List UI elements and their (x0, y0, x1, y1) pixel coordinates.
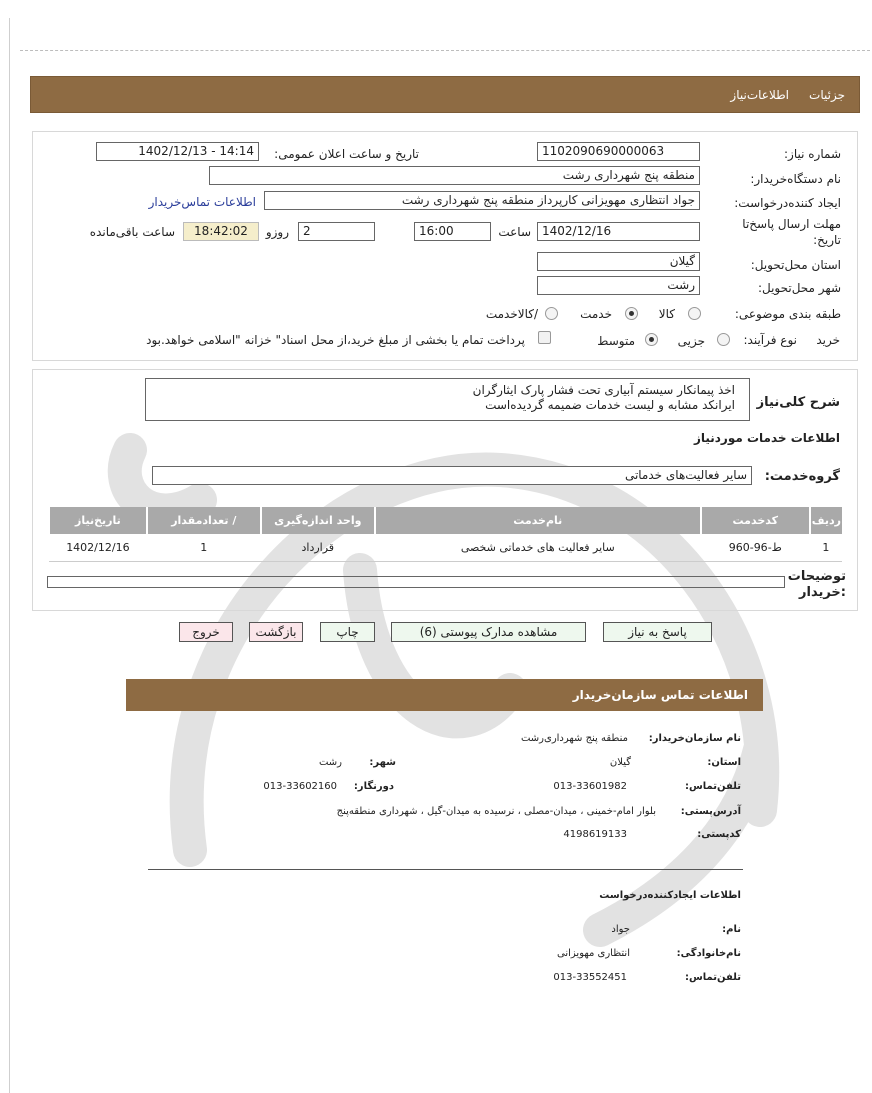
description-label: شرح کلی‌نیاز (756, 395, 840, 410)
creator-phone-value: 013-33552451 (553, 972, 627, 983)
contact-province-label: استان: (707, 757, 741, 768)
days-label: روزو (265, 225, 289, 239)
reply-button[interactable]: پاسخ به نیاز (603, 622, 712, 642)
contact-postal-value: 4198619133 (563, 829, 627, 840)
contact-title: اطلاعات تماس سازمان‌خریدار (572, 688, 748, 702)
contact-city-value: رشت (318, 757, 342, 768)
process-type-label: نوع فرآیند: (743, 333, 797, 347)
process-medium-radio[interactable] (645, 333, 658, 346)
cell-need-date: 1402/12/16 (49, 534, 147, 562)
tab-details[interactable]: جزئیات (809, 88, 845, 102)
exit-button[interactable]: خروج (179, 622, 233, 642)
contact-city-label: شهر: (369, 757, 396, 768)
cell-quantity: 1 (147, 534, 261, 562)
buyer-org-label: نام دستگاه‌خریدار: (750, 172, 841, 186)
category-both-radio[interactable] (545, 307, 558, 320)
creator-family-label: نام‌خانوادگی: (676, 948, 741, 959)
deadline-date-field: 1402/12/16 (537, 222, 700, 241)
buyer-contact-link[interactable]: اطلاعات تماس‌خریدار (148, 195, 256, 209)
cell-service-name: سایر فعالیت های خدماتی شخصی (375, 534, 701, 562)
city-field: رشت (537, 276, 700, 295)
announce-date-label: تاریخ و ساعت اعلان عمومی: (274, 147, 419, 161)
contact-org-label: نام سازمان‌خریدار: (648, 733, 741, 744)
category-goods-radio[interactable] (688, 307, 701, 320)
description-box (145, 378, 750, 421)
creator-field: جواد انتظاری مهویزانی کارپرداز منطقه پنج شهرداری رشت (264, 191, 700, 210)
contact-postal-label: کدپستی: (697, 829, 741, 840)
contact-fax-value: 013-33602160 (263, 781, 337, 792)
page-header-bar (30, 76, 860, 113)
service-group-label: گروه‌خدمت: (764, 469, 840, 484)
buyer-notes-label-2: :خریدار (799, 585, 846, 600)
remaining-days-field: 2 (298, 222, 375, 241)
remaining-time-field: 18:42:02 (183, 222, 259, 241)
contact-org-value: منطقه پنج شهرداری‌رشت (520, 733, 628, 744)
col-unit-header: واحد اندازه‌گیری (261, 507, 375, 534)
table-row (49, 534, 842, 562)
city-label: شهر محل‌تحویل: (757, 281, 841, 295)
cell-service-code: ط-96-960 (701, 534, 810, 562)
contact-address-value: بلوار امام-خمینی ، میدان-مصلی ، نرسیده به میدان-گیل ، شهرداری منطقه‌پنج (336, 806, 656, 817)
print-button[interactable]: چاپ (320, 622, 375, 642)
deadline-time-label: ساعت (498, 225, 531, 239)
buyer-notes-label: توضیحات (787, 569, 846, 584)
description-line-2: ایرانکد مشابه و لیست خدمات ضمیمه گردیده‌است (485, 398, 735, 412)
col-service-code-header: کدخدمت (701, 507, 810, 534)
services-title: اطلاعات خدمات موردنیاز (693, 431, 840, 445)
buyer-org-field: منطقه پنج شهرداری رشت (209, 166, 700, 185)
category-both-label: /کالاخدمت (485, 307, 538, 321)
contact-phone-label: تلفن‌تماس: (684, 781, 741, 792)
contact-address-label: آدرس‌پستی: (680, 806, 741, 817)
service-group-field: سایر فعالیت‌های خدماتی (152, 466, 752, 485)
category-label: طبقه بندی موضوعی: (734, 307, 841, 321)
treasury-payment-checkbox[interactable] (538, 331, 551, 344)
col-need-date-header: تاریخ‌نیاز (49, 507, 147, 534)
description-line-1: اخذ پیمانکار سیستم آبیاری تحت فشار پارک ایثارگران (472, 383, 735, 397)
table-header-row (49, 507, 842, 534)
category-service-radio[interactable] (625, 307, 638, 320)
view-documents-button[interactable]: مشاهده مدارک پیوستی (6) (391, 622, 586, 642)
contact-province-value: گیلان (609, 757, 631, 768)
process-minor-radio[interactable] (717, 333, 730, 346)
buyer-notes-box (47, 576, 785, 588)
process-minor-label: جزیی (677, 334, 705, 348)
services-table (48, 507, 842, 562)
contact-phone-value: 013-33601982 (553, 781, 627, 792)
need-number-field: 1102090690000063 (537, 142, 700, 161)
deadline-time-field: 16:00 (414, 222, 491, 241)
top-dashed-divider (20, 50, 870, 51)
col-service-name-header: نام‌خدمت (375, 507, 701, 534)
col-quantity-header: / تعدادمقدار (147, 507, 261, 534)
back-button[interactable]: بازگشت (249, 622, 303, 642)
deadline-label-date: تاریخ: (813, 233, 841, 247)
creator-phone-label: تلفن‌تماس: (684, 972, 741, 983)
treasury-payment-note: پرداخت تمام یا بخشی از مبلغ خرید،از محل اسناد" خزانه "اسلامی خواهد.بود (146, 333, 525, 347)
creator-family-value: انتظاری مهویزانی (557, 948, 630, 959)
creator-label: ایجاد کننده‌درخواست: (734, 196, 841, 210)
creator-info-title: اطلاعات ایجادکننده‌درخواست (599, 890, 741, 901)
process-buy-label: خرید (816, 333, 840, 347)
col-row-header: ردیف (810, 507, 842, 534)
contact-fax-label: دورنگار: (353, 781, 394, 792)
creator-name-value: جواد (611, 924, 630, 935)
remaining-time-label: ساعت باقی‌مانده (89, 225, 175, 239)
cell-row: 1 (810, 534, 842, 562)
category-service-label: خدمت (580, 307, 612, 321)
contact-header-bar (126, 679, 763, 711)
announce-date-field: 1402/12/13 - 14:14 (96, 142, 259, 161)
left-border-line (9, 18, 10, 1093)
deadline-label: مهلت ارسال پاسخ‌تا (742, 217, 841, 231)
need-number-label: شماره نیاز: (784, 147, 841, 161)
contact-divider (148, 869, 743, 870)
province-label: استان محل‌تحویل: (750, 258, 841, 272)
category-goods-label: کالا (658, 307, 675, 321)
tab-need-info[interactable]: اطلاعات‌نیاز (730, 88, 789, 102)
province-field: گیلان (537, 252, 700, 271)
cell-unit: قرارداد (261, 534, 375, 562)
process-medium-label: متوسط (597, 334, 635, 348)
creator-name-label: نام: (722, 924, 741, 935)
